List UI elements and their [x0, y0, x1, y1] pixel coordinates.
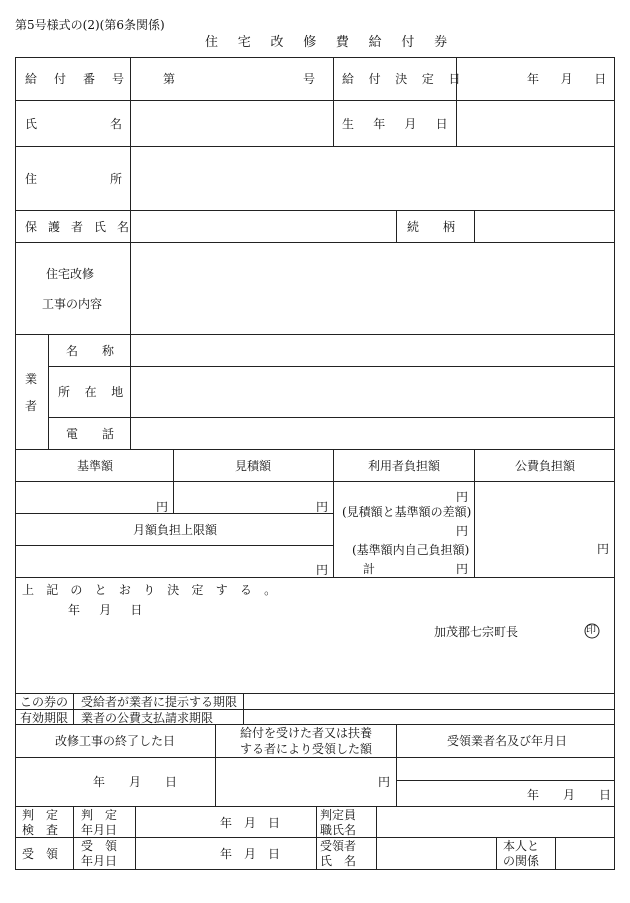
label-hantei-bi-1: 判 定 [81, 808, 118, 822]
juryo-date: 年 月 日 [220, 847, 281, 861]
label-hantei-bi-2: 年月日 [81, 823, 118, 837]
yen-getsugaku: 円 [316, 563, 329, 577]
label-sagaku: (見積額と基準額の差額) [342, 505, 472, 519]
label-gyosha-1: 業 [25, 372, 38, 386]
label-jusho-2: 所 [110, 172, 123, 186]
label-riyosha: 利用者負担額 [368, 459, 441, 473]
label-dai: 第 [163, 72, 176, 86]
label-kohi: 公費負担額 [515, 459, 576, 473]
label-kei: 計 [363, 562, 376, 576]
yen-mitsumori: 円 [316, 500, 329, 514]
yen-kijun-jiko: 円 [456, 524, 469, 538]
label-kaishu-shuryo: 改修工事の終了した日 [55, 734, 176, 748]
seal-mark: 印 [586, 625, 596, 636]
label-kaishu-1: 住宅改修 [46, 267, 95, 281]
label-juryosha-1: 受領者 [320, 839, 357, 853]
decision-date: 年 月 日 [68, 603, 147, 617]
kettei-date: 年 月 日 [527, 72, 612, 86]
label-shozaichi: 所 在 地 [58, 385, 129, 399]
label-kyufu-bango: 給 付 番 号 [25, 72, 131, 86]
hantei-date: 年 月 日 [220, 816, 281, 830]
label-shimei-1: 氏 [25, 117, 38, 131]
label-seinengappi: 生 年 月 日 [342, 117, 452, 131]
decision-text: 上 記 の と お り 決 定 す る 。 [22, 583, 281, 597]
label-getsugaku: 月額負担上限額 [133, 523, 218, 537]
label-juryosha-2: 氏 名 [320, 854, 357, 868]
label-juryo: 受 領 [22, 847, 59, 861]
label-validity-item2: 業者の公費支払請求期限 [81, 711, 214, 725]
label-hanteiin-2: 職氏名 [320, 823, 357, 837]
label-kijun-jiko: (基準額内自己負担額) [352, 543, 470, 557]
label-validity-1: この券の [20, 695, 69, 709]
label-go: 号 [303, 72, 316, 86]
label-zokugara: 続 柄 [407, 220, 456, 234]
yen-kijungaku: 円 [156, 500, 169, 514]
label-kyufu-line1: 給付を受けた者又は扶養 [240, 726, 373, 740]
completion-date-right: 年 月 日 [527, 788, 612, 802]
form-title: 住 宅 改 修 費 給 付 券 [205, 35, 455, 50]
label-juryo-gyosha: 受領業者名及び年月日 [447, 734, 568, 748]
label-kijungaku: 基準額 [77, 459, 114, 473]
completion-date: 年 月 日 [93, 775, 178, 789]
label-jusho-1: 住 [25, 172, 38, 186]
label-juryo-bi-1: 受 領 [81, 839, 118, 853]
label-shimei-2: 名 [110, 117, 123, 131]
label-hanteiin-1: 判定員 [320, 808, 357, 822]
yen-kohi: 円 [597, 542, 610, 556]
label-hogosha: 保 護 者 氏 名 [25, 220, 133, 234]
label-kyufu-line2: する者により受領した額 [240, 742, 373, 756]
label-honnin-1: 本人と [503, 839, 540, 853]
form-number: 第5号様式の(2)(第6条関係) [15, 18, 165, 32]
label-hantei-2: 検 査 [22, 823, 59, 837]
yen-sagaku: 円 [456, 490, 469, 504]
label-validity-2: 有効期限 [20, 711, 69, 725]
mayor-name: 加茂郡七宗町長 [434, 625, 519, 639]
label-mitsumori: 見積額 [235, 459, 272, 473]
yen-kei: 円 [456, 562, 469, 576]
label-juryo-bi-2: 年月日 [81, 854, 118, 868]
label-denwa: 電 話 [66, 427, 115, 441]
label-validity-item1: 受給者が業者に提示する期限 [81, 695, 238, 709]
label-honnin-2: の関係 [503, 854, 540, 868]
label-gyosha-2: 者 [25, 399, 38, 413]
label-kettei-bi: 給 付 決 定 日 [342, 72, 466, 86]
label-meisho: 名 称 [66, 344, 115, 358]
yen-juryo: 円 [378, 775, 391, 789]
label-kaishu-2: 工事の内容 [42, 297, 103, 311]
label-hantei-1: 判 定 [22, 808, 59, 822]
